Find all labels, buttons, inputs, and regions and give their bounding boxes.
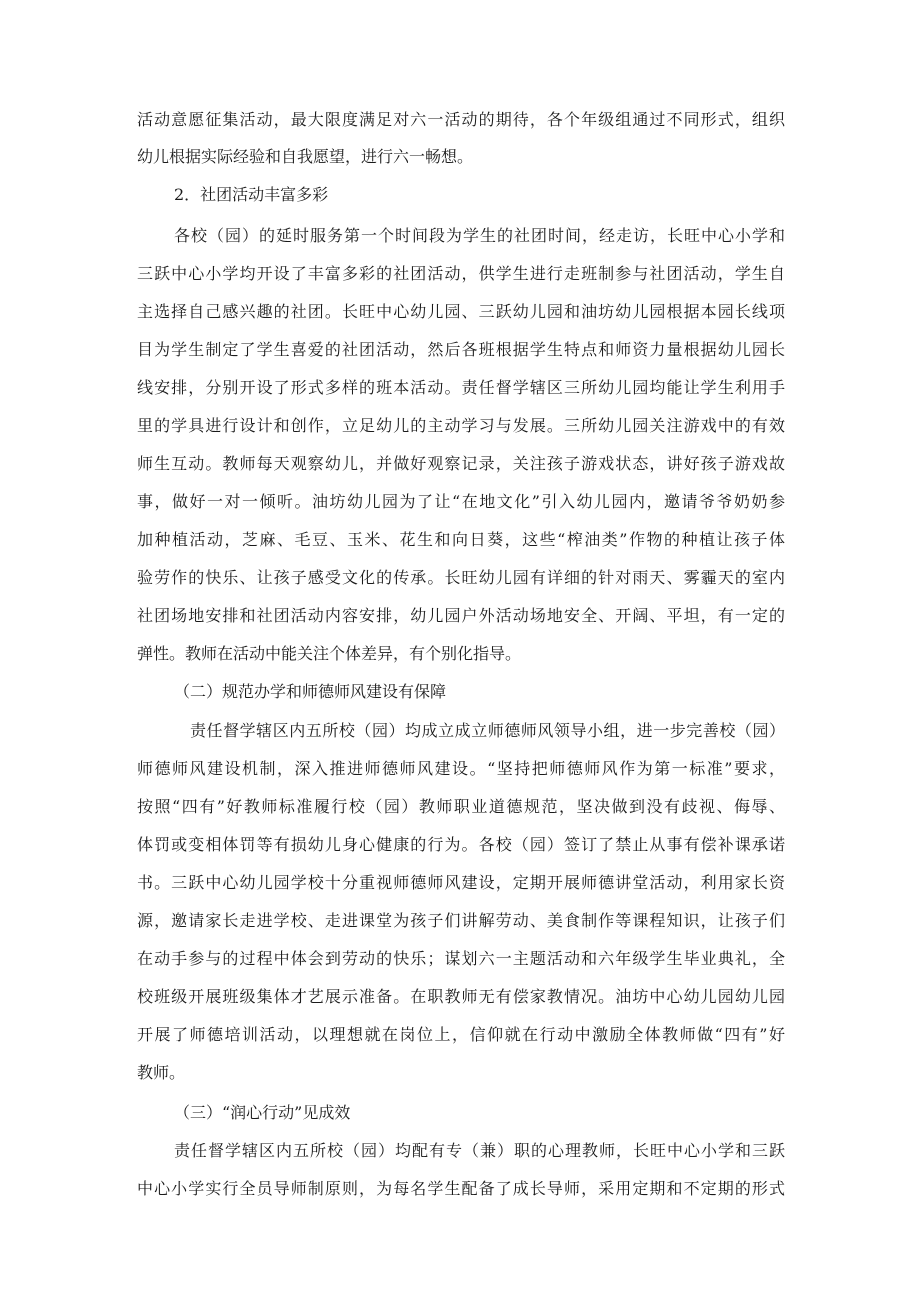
paragraph-line: 社团场地安排和社团活动内容安排，幼儿园户外活动场地安全、开阔、平坦，有一定的 (137, 606, 785, 625)
paragraph-line: 三跃中心小学均开设了丰富多彩的社团活动，供学生进行走班制参与社团活动，学生自 (137, 264, 785, 283)
section-heading-social-clubs: 2．社团活动丰富多彩 (174, 185, 329, 204)
paragraph-line: 体罚或变相体罚等有损幼儿身心健康的行为。各校（园）签订了禁止从事有偿补课承诺 (137, 835, 785, 854)
paragraph-line: 教师。 (137, 1063, 186, 1082)
paragraph-line: 事，做好一对一倾听。油坊幼儿园为了让“在地文化”引入幼儿园内，邀请爷爷奶奶参 (137, 492, 785, 511)
paragraph-line: 验劳作的快乐、让孩子感受文化的传承。长旺幼儿园有详细的针对雨天、雾霾天的室内 (137, 568, 785, 587)
paragraph-line: 加种植活动，芝麻、毛豆、玉米、花生和向日葵，这些“榨油类”作物的种植让孩子体 (137, 530, 785, 549)
paragraph-line: 书。三跃中心幼儿园学校十分重视师德师风建设，定期开展师德讲堂活动，利用家长资 (137, 873, 785, 892)
paragraph-line: 按照“四有”好教师标准履行校（园）教师职业道德规范，坚决做到没有歧视、侮辱、 (137, 797, 785, 816)
paragraph-line: 活动意愿征集活动，最大限度满足对六一活动的期待，各个年级组通过不同形式，组织 (137, 110, 785, 129)
paragraph-line: 责任督学辖区内五所校（园）均成立成立师德师风领导小组，进一步完善校（园） (190, 721, 785, 740)
section-heading-ethics: （二）规范办学和师德师风建设有保障 (174, 682, 447, 701)
paragraph-line: 里的学具进行设计和创作，立足幼儿的主动学习与发展。三所幼儿园关注游戏中的有效 (137, 416, 785, 435)
paragraph-line: 线安排，分别开设了形式多样的班本活动。责任督学辖区三所幼儿园均能让学生利用手 (137, 378, 785, 397)
paragraph-line: 目为学生制定了学生喜爱的社团活动，然后各班根据学生特点和师资力量根据幼儿园长 (137, 340, 785, 359)
paragraph-line: 责任督学辖区内五所校（园）均配有专（兼）职的心理教师，长旺中心小学和三跃 (174, 1141, 785, 1160)
paragraph-line: 师生互动。教师每天观察幼儿，并做好观察记录，关注孩子游戏状态，讲好孩子游戏故 (137, 454, 785, 473)
paragraph-line: 校班级开展班级集体才艺展示准备。在职教师无有偿家教情况。油坊中心幼儿园幼儿园 (137, 987, 785, 1006)
paragraph-line: 在动手参与的过程中体会到劳动的快乐；谋划六一主题活动和六年级学生毕业典礼，全 (137, 949, 785, 968)
paragraph-line: 师德师风建设机制，深入推进师德师风建设。“坚持把师德师风作为第一标准”要求， (137, 759, 785, 778)
paragraph-line: 各校（园）的延时服务第一个时间段为学生的社团时间，经走访，长旺中心小学和 (174, 226, 785, 245)
paragraph-line: 弹性。教师在活动中能关注个体差异，有个别化指导。 (137, 644, 522, 663)
paragraph-line: 幼儿根据实际经验和自我愿望，进行六一畅想。 (137, 147, 474, 166)
paragraph-line: 主选择自己感兴趣的社团。长旺中心幼儿园、三跃幼儿园和油坊幼儿园根据本园长线项 (137, 302, 785, 321)
paragraph-line: 中心小学实行全员导师制原则，为每名学生配备了成长导师，采用定期和不定期的形式 (137, 1179, 785, 1198)
paragraph-line: 开展了师德培训活动，以理想就在岗位上，信仰就在行动中激励全体教师做“四有”好 (137, 1025, 785, 1044)
section-heading-runxin: （三）“润心行动”见成效 (174, 1103, 351, 1122)
paragraph-line: 源，邀请家长走进学校、走进课堂为孩子们讲解劳动、美食制作等课程知识，让孩子们 (137, 911, 785, 930)
